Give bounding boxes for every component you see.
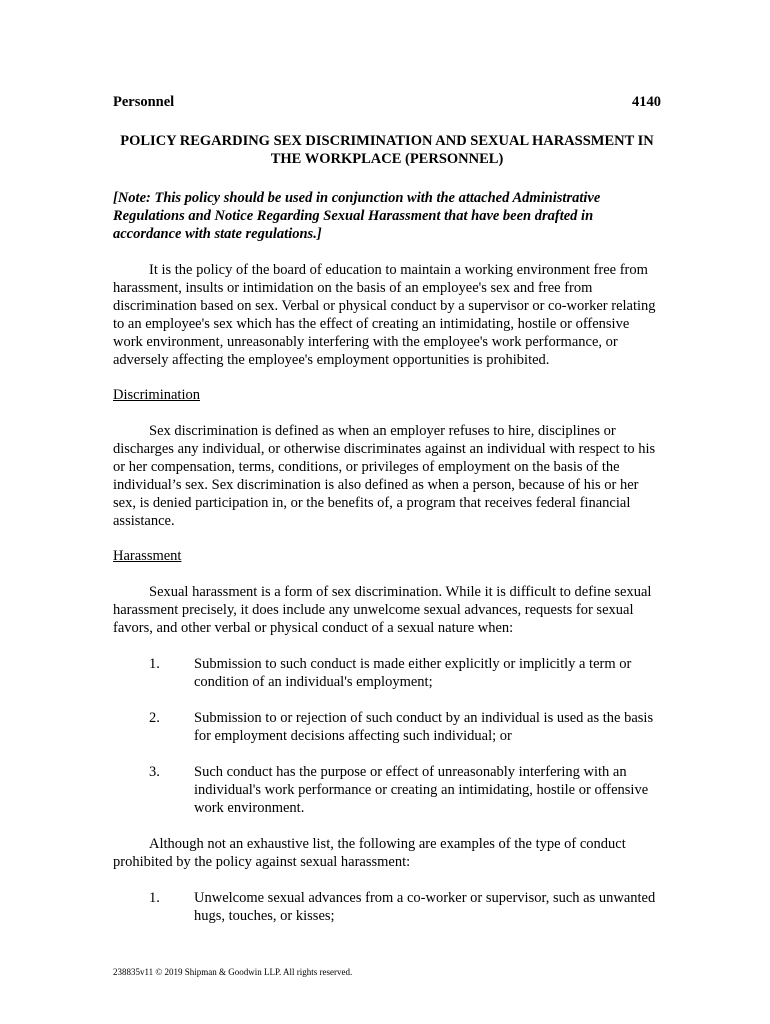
list-number: 1. <box>149 656 160 672</box>
list-item <box>113 763 661 817</box>
harassment-paragraph: Sexual harassment is a form of sex discrimination. While it is difficult to define sexual harassment precisely, it does include any unwelcome sexual advances, requests for sexual favors, and other verbal or physical conduct of a sexual nature when: <box>113 584 652 636</box>
list-item <box>113 709 661 745</box>
page-footer: 238835v11 © 2019 Shipman & Goodwin LLP. All rights reserved. <box>113 967 353 977</box>
discrimination-paragraph: Sex discrimination is defined as when an employer refuses to hire, disciplines or discharges any individual, or otherwise discriminates against an individual with respect to his or her compensation, terms, conditions, or privileges of employment on the basis of the individual’s sex. Sex discrimination is also defined as when a person, because of his or her sex, is denied participation in, or the benefits of, a program that receives federal financial assistance. <box>113 423 656 529</box>
document-page <box>113 93 661 925</box>
list-item <box>113 889 661 925</box>
policy-note: [Note: This policy should be used in conjunction with the attached Administrative Regulations and Notice Regarding Sexual Harassment that have been drafted in accordance with state regulations.] <box>113 190 601 242</box>
harassment-heading: Harassment <box>113 548 182 564</box>
list-number: 1. <box>149 890 160 906</box>
list-text: Such conduct has the purpose or effect of unreasonably interfering with an individual's work performance or creating an intimidating, hostile or offensive work environment. <box>194 764 649 816</box>
list-text: Submission to such conduct is made either explicitly or implicitly a term or condition of an individual's employment; <box>194 656 632 690</box>
policy-number: 4140 <box>632 94 661 110</box>
list-text: Submission to or rejection of such conduct by an individual is used as the basis for employment decisions affecting such individual; or <box>194 710 654 744</box>
examples-intro-paragraph: Although not an exhaustive list, the following are examples of the type of conduct prohibited by the policy against sexual harassment: <box>113 836 626 870</box>
page-header <box>113 93 661 111</box>
list-item <box>113 655 661 691</box>
section-label: Personnel <box>113 94 175 110</box>
discrimination-heading: Discrimination <box>113 387 200 403</box>
list-text: Unwelcome sexual advances from a co-worker or supervisor, such as unwanted hugs, touches, or kisses; <box>194 890 656 924</box>
intro-paragraph: It is the policy of the board of education to maintain a working environment free from harassment, insults or intimidation on the basis of an employee's sex and free from discrimination based on sex. Verbal or physical conduct by a supervisor or co-worker relating to an employee's sex which has the effect of creating an intimidating, hostile or offensive work environment, unreasonably interfering with the employee's work performance, or adversely affecting the employee's employment opportunities is prohibited. <box>113 262 656 368</box>
list-number: 2. <box>149 710 160 726</box>
list-number: 3. <box>149 764 160 780</box>
policy-title: POLICY REGARDING SEX DISCRIMINATION AND SEXUAL HARASSMENT IN THE WORKPLACE (PERSONNEL) <box>120 133 654 167</box>
